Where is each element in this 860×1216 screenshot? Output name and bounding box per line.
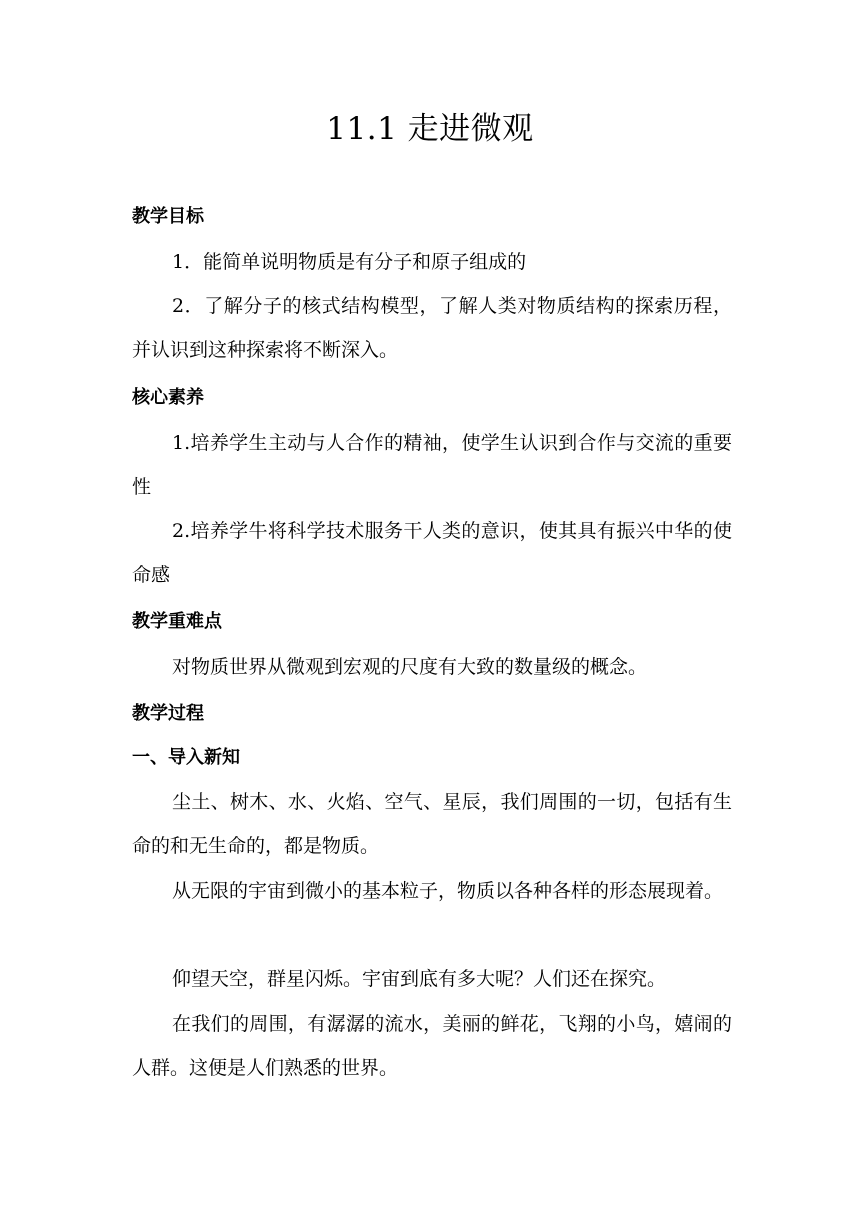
process-paragraph-3: 仰望天空，群星闪烁。宇宙到底有多大呢？人们还在探究。 [172, 968, 667, 990]
objective-item-1: 1．能简单说明物质是有分子和原子组成的 [172, 251, 527, 273]
literacy-item-1: 1.培养学生主动与人合作的精袖，使学生认识到合作与交流的重要性 [132, 432, 732, 498]
heading-process: 教学过程 [132, 703, 204, 724]
literacy-item-2: 2.培养学牛将科学技术服务干人类的意识，使其具有振兴中华的使命感 [132, 520, 732, 586]
document-title: 11.1 走进微观 [326, 111, 534, 147]
process-paragraph-1: 尘土、树木、水、火焰、空气、星辰，我们周围的一切，包括有生命的和无生命的，都是物质。 [132, 791, 732, 857]
heading-key-points: 教学重难点 [132, 611, 222, 632]
objective-item-2: 2．了解分子的核式结构模型，了解人类对物质结构的探索历程，并认识到这种探索将不断深入。 [132, 295, 732, 361]
process-paragraph-4: 在我们的周围，有潺潺的流水，美丽的鲜花，飞翔的小鸟，嬉闹的人群。这便是人们熟悉的世界。 [132, 1013, 732, 1079]
heading-literacy: 核心素养 [132, 387, 204, 408]
subheading-intro: 一、导入新知 [132, 747, 240, 768]
process-paragraph-2: 从无限的宇宙到微小的基本粒子，物质以各种各样的形态展现着。 [172, 880, 724, 902]
heading-objectives: 教学目标 [132, 206, 204, 227]
key-points-text: 对物质世界从微观到宏观的尺度有大致的数量级的概念。 [172, 656, 648, 678]
